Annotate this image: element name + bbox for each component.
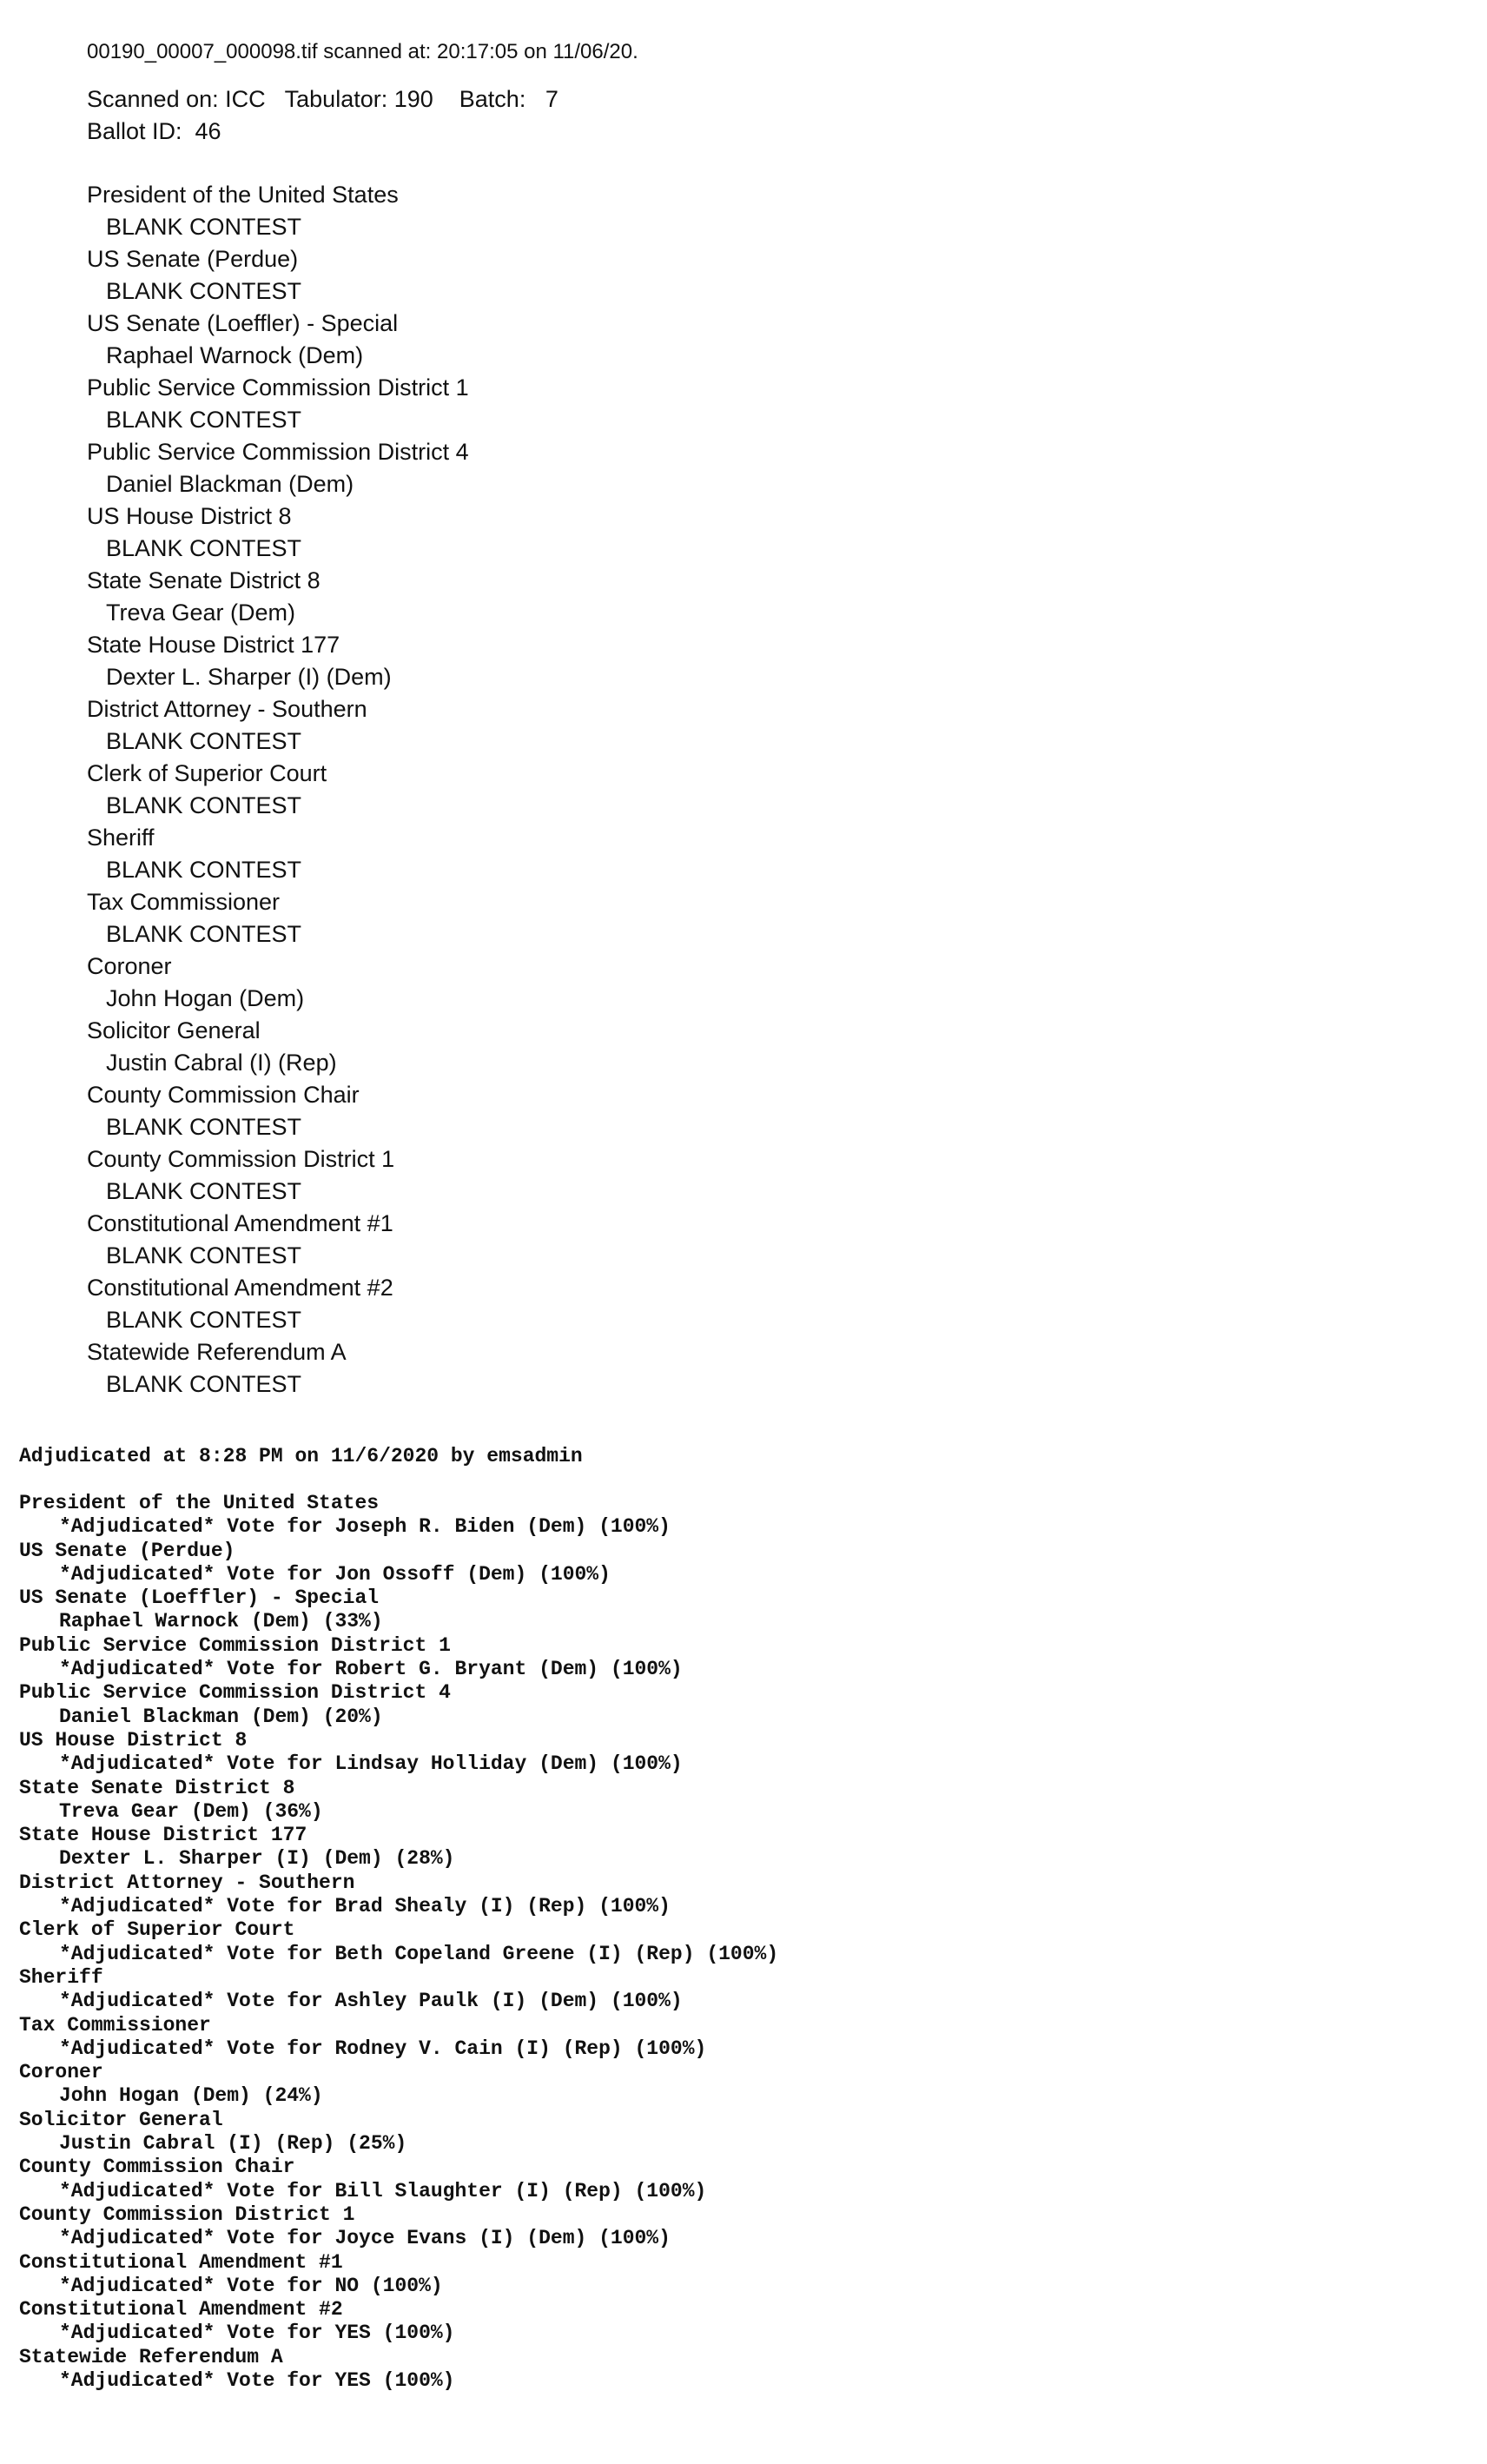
adjudicated-contest-name: District Attorney - Southern — [19, 1871, 355, 1894]
adjudication-header: Adjudicated at 8:28 PM on 11/6/2020 by emsadmin — [19, 1445, 583, 1467]
contest-choice: Treva Gear (Dem) — [106, 599, 296, 626]
adjudicated-contest-list — [19, 1492, 1461, 2393]
contest-entry — [87, 1208, 1390, 1272]
adjudicated-entry — [19, 1824, 1461, 1871]
contest-choice: John Hogan (Dem) — [106, 985, 305, 1011]
adjudicated-result: *Adjudicated* Vote for YES (100%) — [59, 2322, 455, 2345]
adjudicated-contest-name: Public Service Commission District 1 — [19, 1633, 451, 1657]
contest-entry — [87, 436, 1390, 500]
adjudicated-result: *Adjudicated* Vote for NO (100%) — [59, 2274, 443, 2297]
adjudicated-result: Raphael Warnock (Dem) (33%) — [59, 1610, 383, 1633]
adjudicated-contest-name: Constitutional Amendment #2 — [19, 2298, 343, 2322]
contest-name: Tax Commissioner — [87, 889, 281, 915]
adjudicated-entry — [19, 1918, 1461, 1966]
contest-choice: Daniel Blackman (Dem) — [106, 471, 354, 497]
adjudicated-entry — [19, 1681, 1461, 1729]
contest-name: US Senate (Perdue) — [87, 246, 299, 272]
contest-choice: BLANK CONTEST — [106, 278, 302, 304]
adjudicated-entry — [19, 1729, 1461, 1777]
adjudicated-entry — [19, 2014, 1461, 2062]
adjudicated-contest-name: State Senate District 8 — [19, 1776, 295, 1799]
contest-entry — [87, 1015, 1390, 1079]
adjudicated-contest-name: Clerk of Superior Court — [19, 1918, 295, 1942]
contest-choice: BLANK CONTEST — [106, 1242, 302, 1268]
contest-name: Statewide Referendum A — [87, 1339, 347, 1365]
contest-name: State House District 177 — [87, 632, 340, 658]
adjudicated-result: *Adjudicated* Vote for Rodney V. Cain (I) (Rep) (100%) — [59, 2037, 707, 2060]
contest-entry — [87, 886, 1390, 950]
adjudicated-contest-name: Public Service Commission District 4 — [19, 1681, 451, 1705]
adjudicated-entry — [19, 2109, 1461, 2156]
contest-name: Constitutional Amendment #1 — [87, 1210, 393, 1236]
scan-record — [87, 38, 1390, 1401]
adjudicated-entry — [19, 2298, 1461, 2346]
contest-choice: BLANK CONTEST — [106, 792, 302, 818]
contest-name: State Senate District 8 — [87, 567, 321, 593]
contest-name: Clerk of Superior Court — [87, 760, 327, 786]
contest-entry — [87, 1336, 1390, 1401]
adjudicated-result: *Adjudicated* Vote for Bill Slaughter (I) (Rep) (100%) — [59, 2179, 707, 2202]
contest-name: Public Service Commission District 1 — [87, 374, 469, 401]
adjudicated-contest-name: Solicitor General — [19, 2108, 223, 2131]
adjudicated-contest-name: Constitutional Amendment #1 — [19, 2250, 343, 2274]
contest-entry — [87, 179, 1390, 243]
contest-entry — [87, 1079, 1390, 1143]
contest-choice: BLANK CONTEST — [106, 728, 302, 754]
adjudicated-contest-name: County Commission District 1 — [19, 2202, 355, 2226]
contest-choice: Dexter L. Sharper (I) (Dem) — [106, 664, 392, 690]
adjudicated-entry — [19, 2156, 1461, 2203]
adjudicated-result: *Adjudicated* Vote for Jon Ossoff (Dem) (100%) — [59, 1562, 611, 1586]
adjudicated-contest-name: Statewide Referendum A — [19, 2345, 283, 2368]
adjudicated-entry — [19, 1634, 1461, 1682]
adjudicated-result: *Adjudicated* Vote for Joyce Evans (I) (Dem) (100%) — [59, 2227, 671, 2250]
adjudicated-entry — [19, 1586, 1461, 1634]
contest-name: County Commission Chair — [87, 1082, 360, 1108]
contest-name: County Commission District 1 — [87, 1146, 395, 1172]
contest-choice: BLANK CONTEST — [106, 1114, 302, 1140]
adjudicated-contest-name: County Commission Chair — [19, 2156, 295, 2179]
contest-choice: BLANK CONTEST — [106, 921, 302, 947]
contest-entry — [87, 243, 1390, 308]
contest-choice: BLANK CONTEST — [106, 535, 302, 561]
adjudicated-result: Treva Gear (Dem) (36%) — [59, 1799, 323, 1823]
ballot-id: Ballot ID: 46 — [87, 118, 221, 144]
adjudicated-contest-name: US Senate (Loeffler) - Special — [19, 1586, 380, 1610]
adjudicated-contest-name: State House District 177 — [19, 1824, 307, 1847]
adjudicated-result: *Adjudicated* Vote for Ashley Paulk (I) (Dem) (100%) — [59, 1990, 683, 2013]
contest-entry — [87, 758, 1390, 822]
adjudicated-entry — [19, 1777, 1461, 1825]
contest-entry — [87, 565, 1390, 629]
scanned-contest-list — [87, 179, 1390, 1401]
contest-choice: BLANK CONTEST — [106, 214, 302, 240]
adjudicated-entry — [19, 2203, 1461, 2251]
adjudicated-entry — [19, 1871, 1461, 1919]
adjudicated-result: *Adjudicated* Vote for Robert G. Bryant (Dem) (100%) — [59, 1658, 683, 1681]
adjudicated-result: *Adjudicated* Vote for Brad Shealy (I) (Rep) (100%) — [59, 1895, 671, 1918]
contest-entry — [87, 822, 1390, 886]
adjudicated-result: *Adjudicated* Vote for YES (100%) — [59, 2368, 455, 2392]
adjudicated-contest-name: US Senate (Perdue) — [19, 1539, 235, 1562]
adjudicated-contest-name: Coroner — [19, 2061, 103, 2084]
contest-name: US House District 8 — [87, 503, 292, 529]
adjudicated-result: Justin Cabral (I) (Rep) (25%) — [59, 2132, 407, 2156]
adjudicated-entry — [19, 2346, 1461, 2394]
adjudicated-result: Daniel Blackman (Dem) (20%) — [59, 1705, 383, 1728]
contest-name: District Attorney - Southern — [87, 696, 367, 722]
adjudicated-result: *Adjudicated* Vote for Beth Copeland Greene (I) (Rep) (100%) — [59, 1942, 779, 1965]
contest-name: Coroner — [87, 953, 172, 979]
adjudicated-contest-name: President of the United States — [19, 1492, 380, 1514]
contest-name: US Senate (Loeffler) - Special — [87, 310, 399, 336]
contest-choice: BLANK CONTEST — [106, 857, 302, 883]
contest-entry — [87, 629, 1390, 693]
adjudication-record — [19, 1444, 1461, 2393]
adjudicated-result: Dexter L. Sharper (I) (Dem) (28%) — [59, 1847, 455, 1871]
adjudicated-entry — [19, 2251, 1461, 2299]
adjudicated-contest-name: US House District 8 — [19, 1728, 248, 1752]
contest-choice: BLANK CONTEST — [106, 1307, 302, 1333]
scanner-info: Scanned on: ICC Tabulator: 190 Batch: 7 — [87, 86, 558, 112]
contest-entry — [87, 308, 1390, 372]
adjudicated-entry — [19, 2061, 1461, 2109]
contest-entry — [87, 1143, 1390, 1208]
contest-entry — [87, 1272, 1390, 1336]
contest-choice: BLANK CONTEST — [106, 1178, 302, 1204]
adjudicated-result: *Adjudicated* Vote for Joseph R. Biden (Dem) (100%) — [59, 1515, 671, 1539]
contest-choice: BLANK CONTEST — [106, 1371, 302, 1397]
contest-name: Solicitor General — [87, 1017, 261, 1043]
contest-name: Sheriff — [87, 825, 155, 851]
contest-name: Constitutional Amendment #2 — [87, 1275, 393, 1301]
contest-entry — [87, 693, 1390, 758]
adjudicated-result: *Adjudicated* Vote for Lindsay Holliday (Dem) (100%) — [59, 1752, 683, 1776]
contest-name: Public Service Commission District 4 — [87, 439, 469, 465]
contest-choice: Raphael Warnock (Dem) — [106, 342, 364, 368]
adjudicated-contest-name: Sheriff — [19, 1965, 103, 1989]
contest-entry — [87, 372, 1390, 436]
contest-entry — [87, 500, 1390, 565]
adjudicated-entry — [19, 1492, 1461, 1540]
contest-choice: BLANK CONTEST — [106, 407, 302, 433]
scan-header: 00190_00007_000098.tif scanned at: 20:17:05 on 11/06/20. — [87, 40, 638, 63]
adjudicated-contest-name: Tax Commissioner — [19, 2013, 211, 2037]
contest-name: President of the United States — [87, 182, 399, 208]
contest-entry — [87, 950, 1390, 1015]
adjudicated-entry — [19, 1540, 1461, 1587]
contest-choice: Justin Cabral (I) (Rep) — [106, 1050, 337, 1076]
adjudicated-entry — [19, 1966, 1461, 2014]
adjudicated-result: John Hogan (Dem) (24%) — [59, 2084, 323, 2108]
